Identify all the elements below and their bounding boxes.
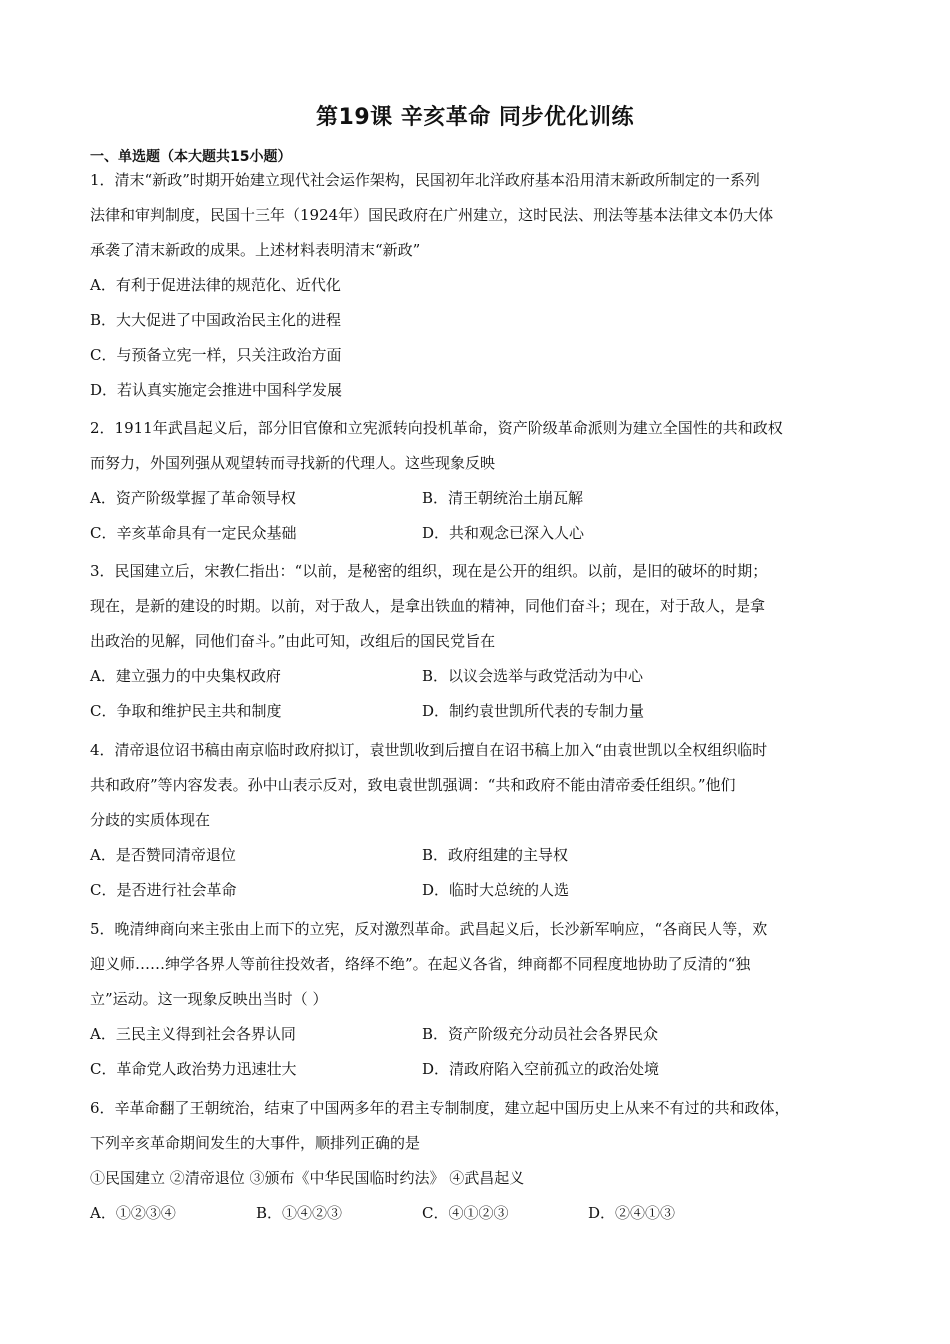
option-c: C．④①②③ [422, 1204, 509, 1222]
option-a: A．资产阶级掌握了革命领导权 [90, 489, 296, 507]
question-stem-line: 法律和审判制度，民国十三年（1924年）国民政府在广州建立，这时民法、刑法等基本法律文本仍大体 [90, 206, 774, 224]
option-row [90, 481, 860, 516]
section-heading: 一、单选题（本大题共15小题） [90, 149, 292, 165]
option-d: D．清政府陷入空前孤立的政治处境 [422, 1060, 660, 1078]
question-3 [90, 554, 860, 729]
question-stem-line: 立”运动。这一现象反映出当时（ ） [90, 990, 328, 1008]
question-stem-line: 现在，是新的建设的时期。以前，对于敌人，是拿出铁血的精神，同他们奋斗；现在，对于敌人，是拿 [90, 597, 766, 615]
option-a: A．建立强力的中央集权政府 [90, 667, 281, 685]
question-stem-line: 承袭了清末新政的成果。上述材料表明清末“新政” [90, 241, 421, 259]
option-b: B．政府组建的主导权 [422, 846, 569, 864]
page-title: 第19课 辛亥革命 同步优化训练 [316, 105, 634, 130]
option-row [90, 838, 860, 873]
question-stem-line: 共和政府”等内容发表。孙中山表示反对，致电袁世凯强调：“共和政府不能由清帝委任组织。”他们 [90, 776, 736, 794]
option-a: A．三民主义得到社会各界认同 [90, 1025, 296, 1043]
option-row [90, 516, 860, 551]
option-b: B．资产阶级充分动员社会各界民众 [422, 1025, 659, 1043]
option-c: C．与预备立宪一样，只关注政治方面 [90, 346, 342, 364]
option-row [90, 338, 860, 373]
option-row [90, 694, 860, 729]
question-stem-line: 分歧的实质体现在 [90, 811, 211, 829]
option-c: C．是否进行社会革命 [90, 881, 237, 899]
option-row [90, 1017, 860, 1052]
option-row [90, 1196, 860, 1231]
question-4 [90, 733, 860, 908]
option-d: D．共和观念已深入人心 [422, 524, 585, 542]
question-5 [90, 912, 860, 1087]
option-a: A．是否赞同清帝退位 [90, 846, 236, 864]
question-stem-line: ①民国建立 ②清帝退位 ③颁布《中华民国临时约法》 ④武昌起义 [90, 1169, 525, 1187]
option-b: B．大大促进了中国政治民主化的进程 [90, 311, 342, 329]
question-stem-line: 5．晚清绅商向来主张由上而下的立宪，反对激烈革命。武昌起义后，长沙新军响应，“各商民人等，欢 [90, 920, 768, 938]
question-stem-line: 迎义师……绅学各界人等前往投效者，络绎不绝”。在起义各省，绅商都不同程度地协助了反清的“独 [90, 955, 751, 973]
option-row [90, 873, 860, 908]
question-stem-line: 1．清末“新政”时期开始建立现代社会运作架构，民国初年北洋政府基本沿用清末新政所制定的一系列 [90, 171, 760, 189]
option-b: B．清王朝统治土崩瓦解 [422, 489, 584, 507]
question-stem-line: 6．辛革命翻了王朝统治，结束了中国两多年的君主专制制度，建立起中国历史上从来不有过的共和政体， [90, 1099, 790, 1117]
option-d: D．制约袁世凯所代表的专制力量 [422, 702, 645, 720]
option-c: C．辛亥革命具有一定民众基础 [90, 524, 297, 542]
question-stem-line: 3．民国建立后，宋教仁指出：“以前，是秘密的组织，现在是公开的组织。以前，是旧的破坏的时期； [90, 562, 768, 580]
question-stem-line: 4．清帝退位诏书稿由南京临时政府拟订，袁世凯收到后擅自在诏书稿上加入“由袁世凯以全权组织临时 [90, 741, 768, 759]
question-stem-line: 而努力，外国列强从观望转而寻找新的代理人。这些现象反映 [90, 454, 496, 472]
option-c: C．争取和维护民主共和制度 [90, 702, 282, 720]
option-row [90, 268, 860, 303]
option-row [90, 373, 860, 408]
option-a: A．①②③④ [90, 1204, 176, 1222]
question-2 [90, 411, 860, 551]
question-1 [90, 163, 860, 408]
option-row [90, 303, 860, 338]
option-d: D．若认真实施定会推进中国科学发展 [90, 381, 343, 399]
question-stem-line: 下列辛亥革命期间发生的大事件，顺排列正确的是 [90, 1134, 421, 1152]
question-6 [90, 1091, 860, 1231]
option-d: D．临时大总统的人选 [422, 881, 570, 899]
question-stem-line: 出政治的见解，同他们奋斗。”由此可知，改组后的国民党旨在 [90, 632, 496, 650]
option-b: B．以议会选举与政党活动为中心 [422, 667, 644, 685]
option-row [90, 1052, 860, 1087]
option-row [90, 659, 860, 694]
question-stem-line: 2．1911年武昌起义后，部分旧官僚和立宪派转向投机革命，资产阶级革命派则为建立全国性的共和政权 [90, 419, 783, 437]
option-a: A．有利于促进法律的规范化、近代化 [90, 276, 341, 294]
option-b: B．①④②③ [256, 1204, 343, 1222]
option-c: C．革命党人政治势力迅速壮大 [90, 1060, 297, 1078]
option-d: D．②④①③ [588, 1204, 676, 1222]
